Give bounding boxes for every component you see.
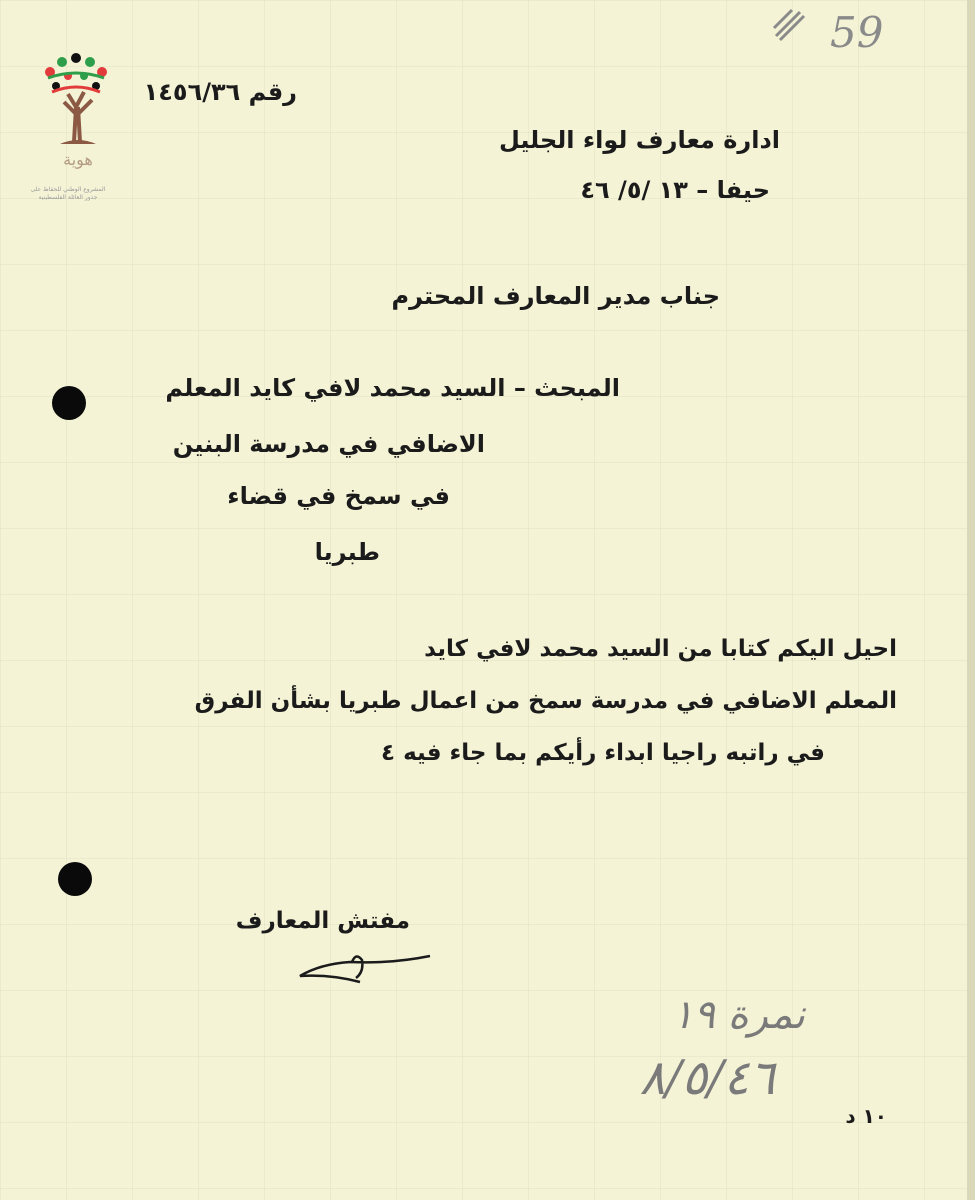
footer-mark: ١٠ د xyxy=(845,1104,887,1128)
punch-hole-bottom xyxy=(58,862,92,896)
tree-logo-icon xyxy=(38,52,118,147)
punch-hole-top xyxy=(52,386,86,420)
page-edge xyxy=(967,0,975,1200)
signatory-title: مفتش المعارف xyxy=(235,908,410,934)
body-line: المعلم الاضافي في مدرسة سمخ من اعمال طبريا بشأن الفرق xyxy=(194,688,897,714)
corner-page-number: 59 xyxy=(830,8,884,57)
subject-line: الاضافي في مدرسة البنين xyxy=(172,430,485,458)
handwritten-date: ٨/٥/٤٦ xyxy=(639,1050,775,1106)
sender-office: ادارة معارف لواء الجليل xyxy=(498,126,780,154)
place-date: حيفا – ١٣ /٥/ ٤٦ xyxy=(580,176,770,204)
handwritten-number: نمرة ١٩ xyxy=(672,992,805,1038)
logo-tagline: المشروع الوطني للحفاظ على جذور العائلة الفلسطينية xyxy=(30,186,106,201)
subject-line: المبحث – السيد محمد لافي كايد المعلم xyxy=(165,374,620,402)
body-line: في راتبه راجيا ابداء رأيكم بما جاء فيه ٤ xyxy=(381,740,825,766)
body-line: احيل اليكم كتابا من السيد محمد لافي كايد xyxy=(424,636,897,662)
salutation: جناب مدير المعارف المحترم xyxy=(391,282,720,310)
logo-name: هوية xyxy=(63,150,93,169)
subject-line: طبريا xyxy=(314,538,380,566)
subject-line: في سمخ في قضاء xyxy=(227,482,450,510)
signature-icon xyxy=(290,944,450,994)
pencil-scribble-icon xyxy=(770,6,810,46)
reference-number: رقم ١٤٥٦/٣٦ xyxy=(143,78,297,106)
